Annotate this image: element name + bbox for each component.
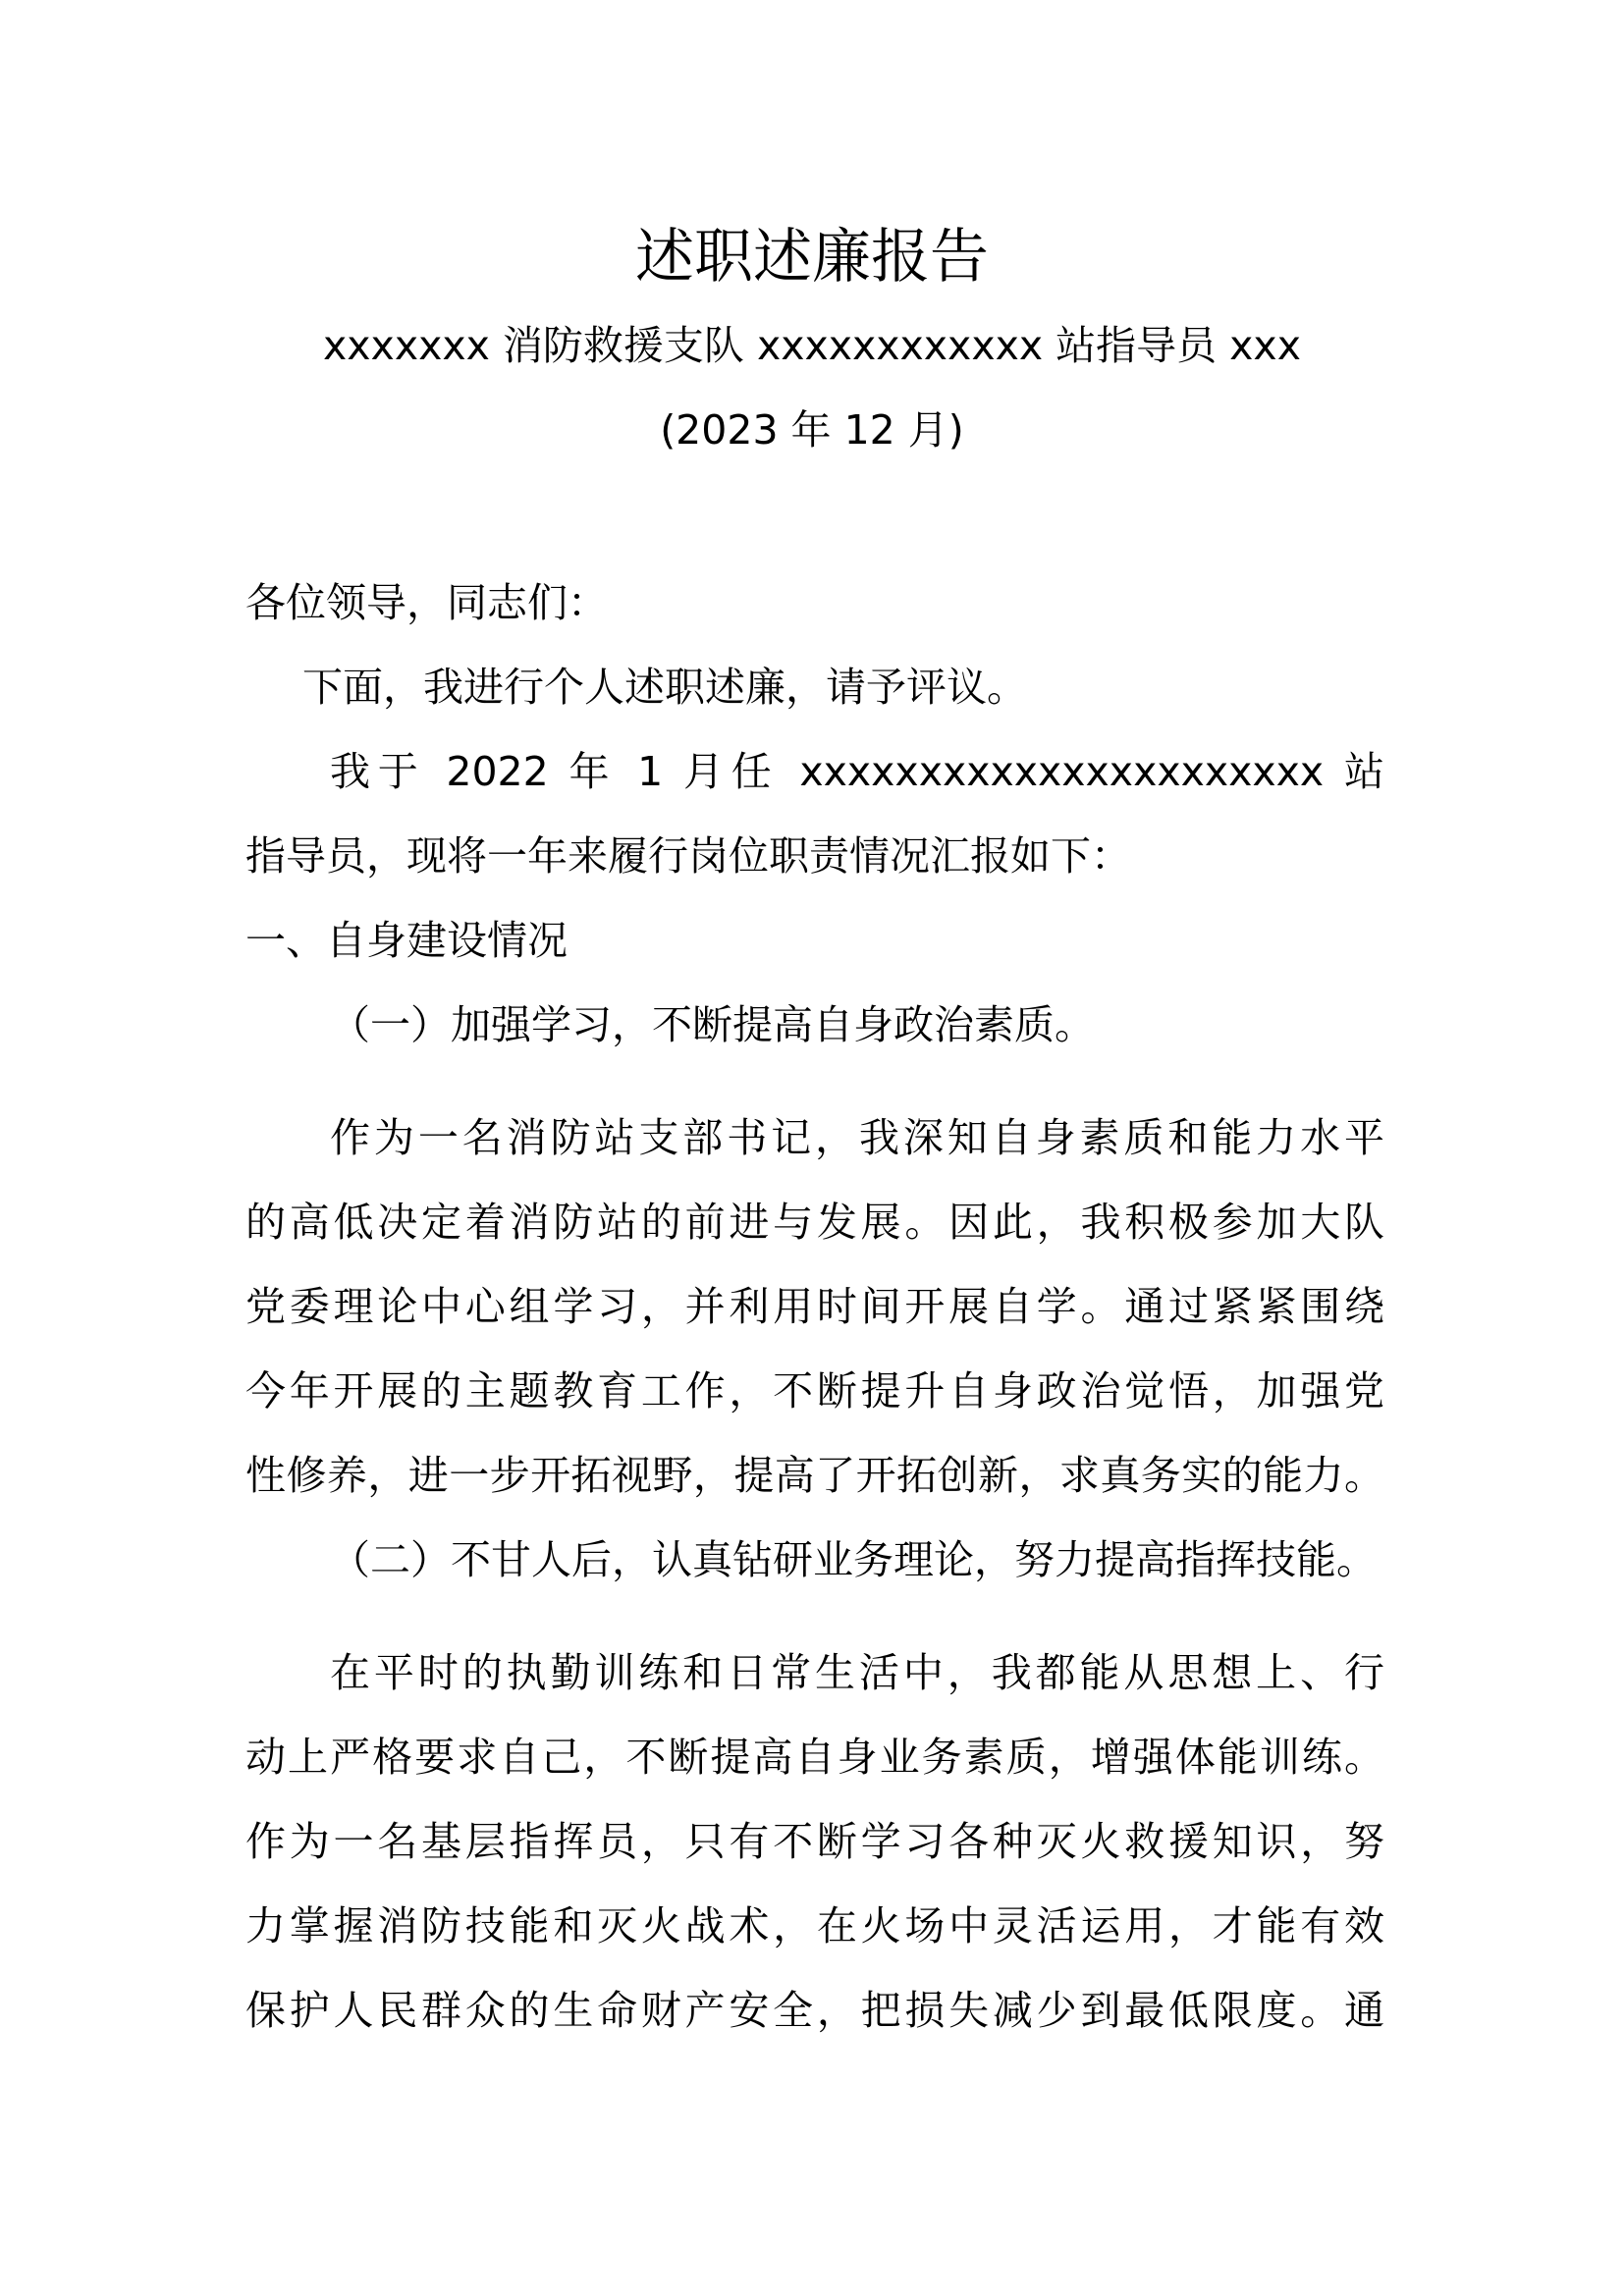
subsection-heading: （二）不甘人后，认真钻研业务理论，努力提高指挥技能。 bbox=[330, 1536, 1377, 1583]
paragraph-line: 我于 2022 年 1 月任 xxxxxxxxxxxxxxxxxxxxxx 站 bbox=[330, 748, 1384, 795]
paragraph-line: 今年开展的主题教育工作，不断提升自身政治觉悟，加强党 bbox=[245, 1367, 1384, 1415]
paragraph-line: 动上严格要求自己，不断提高自身业务素质，增强体能训练。 bbox=[245, 1734, 1384, 1781]
section-heading: 一、自身建设情况 bbox=[245, 917, 568, 964]
paragraph-line: 作为一名消防站支部书记，我深知自身素质和能力水平 bbox=[330, 1114, 1384, 1161]
document-date: (2023 年 12 月) bbox=[660, 406, 964, 454]
paragraph-line: 保护人民群众的生命财产安全，把损失减少到最低限度。通 bbox=[245, 1987, 1384, 2034]
intro-paragraph: 下面，我进行个人述职述廉，请予评议。 bbox=[302, 664, 1027, 711]
paragraph-line: 作为一名基层指挥员，只有不断学习各种灭火救援知识，努 bbox=[245, 1818, 1384, 1865]
document-title: 述职述廉报告 bbox=[635, 223, 989, 292]
paragraph-line: 力掌握消防技能和灭火战术，在火场中灵活运用，才能有效 bbox=[245, 1902, 1384, 1949]
paragraph-line: 党委理论中心组学习，并利用时间开展自学。通过紧紧围绕 bbox=[245, 1283, 1384, 1330]
paragraph-line: 的高低决定着消防站的前进与发展。因此，我积极参加大队 bbox=[245, 1199, 1384, 1246]
paragraph-line: 指导员，现将一年来履行岗位职责情况汇报如下： bbox=[245, 832, 1131, 880]
subsection-heading: （一）加强学习，不断提高自身政治素质。 bbox=[330, 1001, 1095, 1048]
document-subtitle: xxxxxxx 消防救援支队 xxxxxxxxxxxx 站指导员 xxx bbox=[323, 322, 1301, 369]
salutation: 各位领导，同志们： bbox=[245, 579, 608, 626]
paragraph-line: 在平时的执勤训练和日常生活中，我都能从思想上、行 bbox=[330, 1649, 1384, 1696]
paragraph-line: 性修养，进一步开拓视野，提高了开拓创新，求真务实的能力。 bbox=[245, 1452, 1384, 1499]
